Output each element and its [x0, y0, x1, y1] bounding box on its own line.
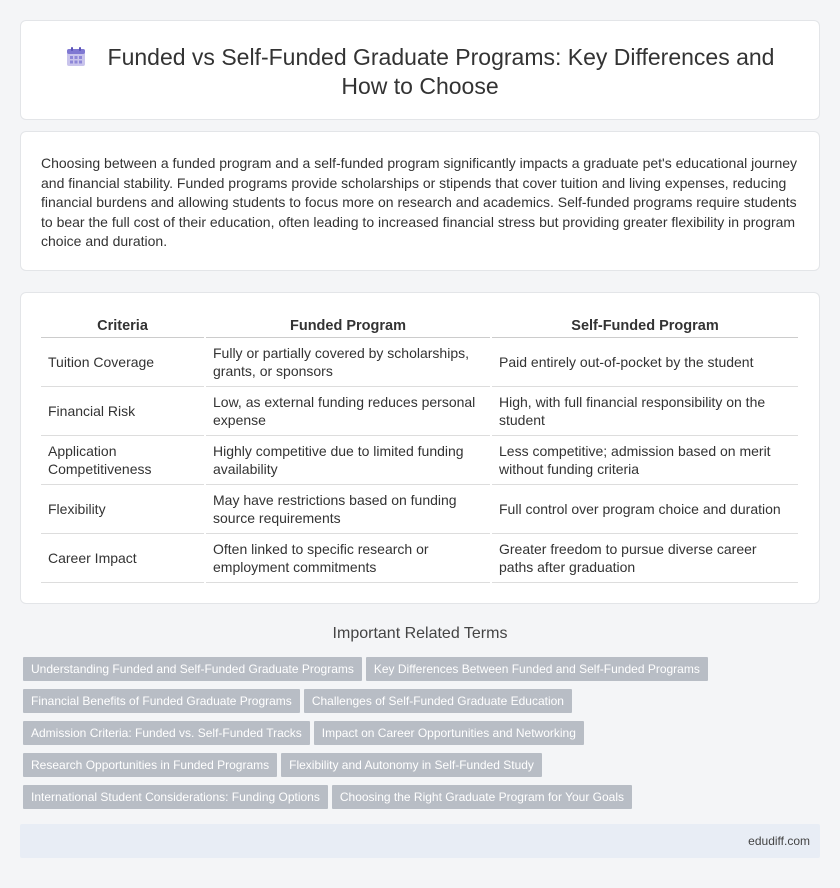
table-cell: Career Impact: [41, 534, 205, 583]
related-term-tag[interactable]: Understanding Funded and Self-Funded Graduate Programs: [23, 657, 362, 681]
related-terms-title: Important Related Terms: [332, 625, 508, 642]
related-term-tag[interactable]: Flexibility and Autonomy in Self-Funded Study: [281, 753, 542, 777]
table-header-row: [41, 313, 798, 338]
related-term-tag[interactable]: Key Differences Between Funded and Self-Funded Programs: [366, 657, 708, 681]
table-cell: Paid entirely out-of-pocket by the student: [491, 338, 798, 387]
table-cell: Flexibility: [41, 485, 205, 534]
table-cell: Financial Risk: [41, 387, 205, 436]
header-self-funded: Self-Funded Program: [491, 313, 798, 338]
related-term-tag[interactable]: Choosing the Right Graduate Program for Your Goals: [332, 785, 632, 809]
table-row: [41, 436, 798, 485]
table-cell: Often linked to specific research or employment commitments: [205, 534, 491, 583]
table-cell: Tuition Coverage: [41, 338, 205, 387]
page-title: [21, 43, 819, 101]
related-term-tag[interactable]: Impact on Career Opportunities and Networking: [314, 721, 584, 745]
table-cell: Less competitive; admission based on merit without funding criteria: [491, 436, 798, 485]
related-terms-list: [23, 657, 823, 817]
table-cell: Low, as external funding reduces personal expense: [205, 387, 491, 436]
table-row: [41, 387, 798, 436]
footer: [20, 824, 820, 858]
table-cell: Fully or partially covered by scholarships, grants, or sponsors: [205, 338, 491, 387]
related-term-tag[interactable]: International Student Considerations: Funding Options: [23, 785, 328, 809]
header-criteria: Criteria: [41, 313, 205, 338]
table-row: [41, 485, 798, 534]
table-cell: Highly competitive due to limited funding availability: [205, 436, 491, 485]
intro-card: [20, 131, 820, 271]
table-row: [41, 534, 798, 583]
table-cell: May have restrictions based on funding source requirements: [205, 485, 491, 534]
table-cell: Greater freedom to pursue diverse career paths after graduation: [491, 534, 798, 583]
table-cell: High, with full financial responsibility on the student: [491, 387, 798, 436]
page-title-text: Funded vs Self-Funded Graduate Programs: Key Differences and How to Choose: [107, 44, 775, 99]
table-cell: Full control over program choice and duration: [491, 485, 798, 534]
table-cell: Application Competitiveness: [41, 436, 205, 485]
related-term-tag[interactable]: Challenges of Self-Funded Graduate Education: [304, 689, 572, 713]
related-term-tag[interactable]: Admission Criteria: Funded vs. Self-Funded Tracks: [23, 721, 310, 745]
related-term-tag[interactable]: Research Opportunities in Funded Programs: [23, 753, 277, 777]
header-funded: Funded Program: [205, 313, 491, 338]
related-term-tag[interactable]: Financial Benefits of Funded Graduate Programs: [23, 689, 300, 713]
calendar-icon: [66, 47, 86, 67]
comparison-table: [41, 313, 798, 583]
comparison-card: [20, 292, 820, 604]
table-row: [41, 338, 798, 387]
footer-site-link[interactable]: edudiff.com: [748, 834, 810, 848]
intro-paragraph: Choosing between a funded program and a self-funded program significantly impacts a graduate pet's educational journey and financial stability. Funded programs provide scholarships or stipends that cover tuition and living expenses, reducing financial burdens and allowing students to focus more on research and academics. Self-funded programs require students to bear the full cost of their education, often leading to increased financial stress but providing greater flexibility in program choice and duration.: [41, 155, 798, 249]
header-card: [20, 20, 820, 120]
